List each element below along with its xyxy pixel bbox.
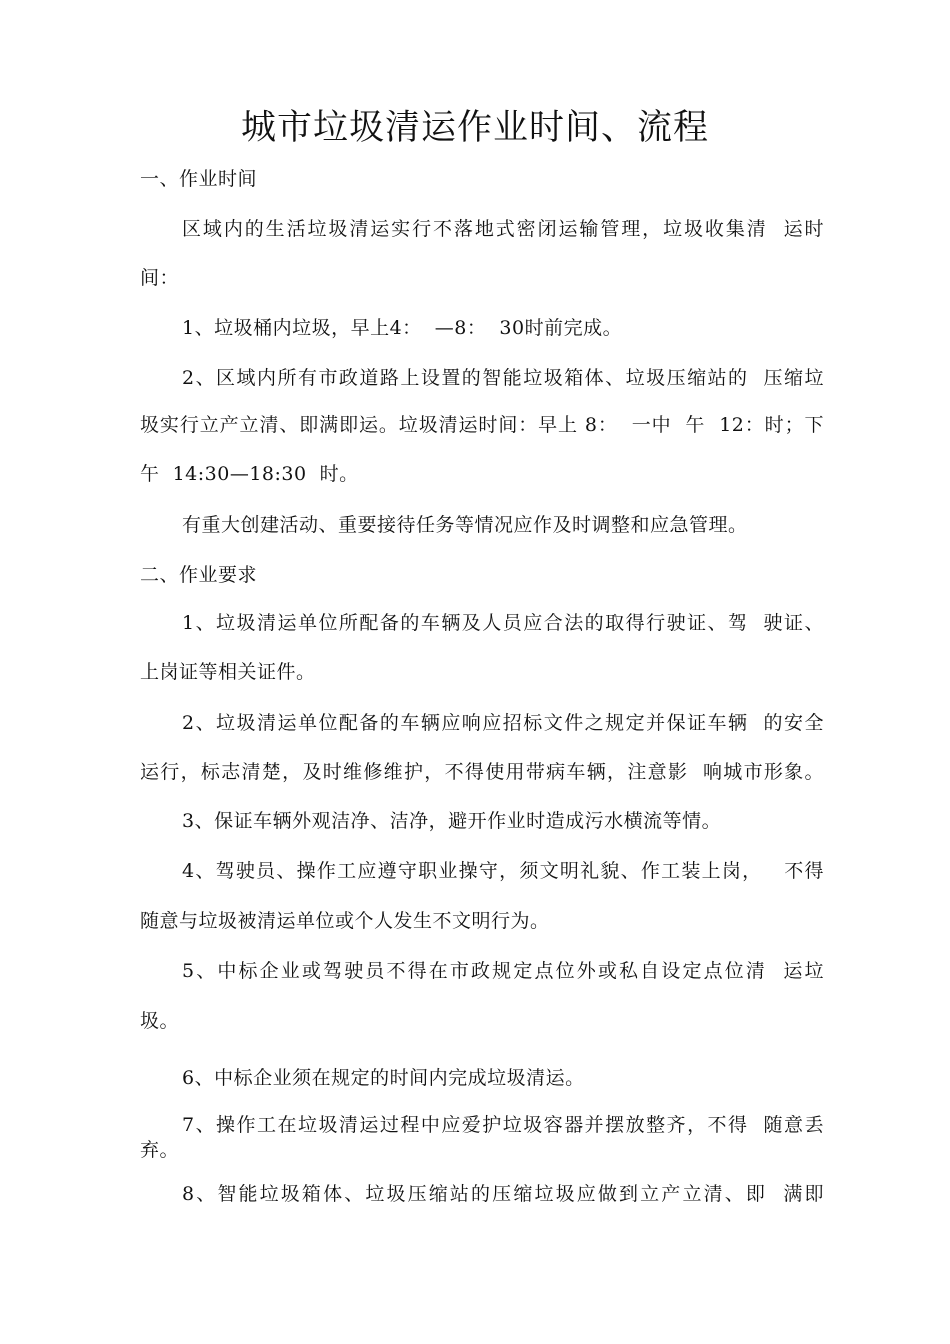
paragraph-line: 随意与垃圾被清运单位或个人发生不文明行为。 [140,910,550,932]
paragraph-line: 间： [140,267,180,289]
paragraph-line: 区域内的生活垃圾清运实行不落地式密闭运输管理，垃圾收集清 运时 [182,218,824,240]
paragraph-line: 午 14:30—18:30 时。 [140,463,359,485]
paragraph-line: 8、智能垃圾箱体、垃圾压缩站的压缩垃圾应做到立产立清、即 满即 [182,1183,824,1205]
paragraph-line: 弃。 [140,1139,180,1161]
paragraph-line: 圾实行立产立清、即满即运。垃圾清运时间：早上 8： 一中 午 12：时；下 [140,414,824,436]
paragraph-line: 1、垃圾清运单位所配备的车辆及人员应合法的取得行驶证、驾 驶证、 [182,612,824,634]
paragraph-line: 6、中标企业须在规定的时间内完成垃圾清运。 [182,1067,585,1089]
paragraph-line: 2、区域内所有市政道路上设置的智能垃圾箱体、垃圾压缩站的 压缩垃 [182,367,824,389]
section-heading-work-time: 一、作业时间 [140,168,258,190]
paragraph-line: 1、垃圾桶内垃圾，早上4： —8： 30时前完成。 [182,317,623,339]
paragraph-line: 有重大创建活动、重要接待任务等情况应作及时调整和应急管理。 [182,514,748,536]
paragraph-line: 4、驾驶员、操作工应遵守职业操守，须文明礼貌、作工装上岗， 不得 [182,860,824,882]
paragraph-line: 上岗证等相关证件。 [140,661,316,683]
document-title: 城市垃圾清运作业时间、流程 [240,108,709,148]
paragraph-line: 7、操作工在垃圾清运过程中应爱护垃圾容器并摆放整齐，不得 随意丢 [182,1114,824,1136]
paragraph-line: 3、保证车辆外观洁净、洁净，避开作业时造成污水横流等情。 [182,810,722,832]
paragraph-line: 运行，标志清楚，及时维修维护，不得使用带病车辆，注意影 响城市形象。 [140,761,824,783]
paragraph-line: 5、中标企业或驾驶员不得在市政规定点位外或私自设定点位清 运垃 [182,960,824,982]
paragraph-line: 圾。 [140,1010,180,1032]
section-heading-work-requirements: 二、作业要求 [140,564,258,586]
paragraph-line: 2、垃圾清运单位配备的车辆应响应招标文件之规定并保证车辆 的安全 [182,712,824,734]
